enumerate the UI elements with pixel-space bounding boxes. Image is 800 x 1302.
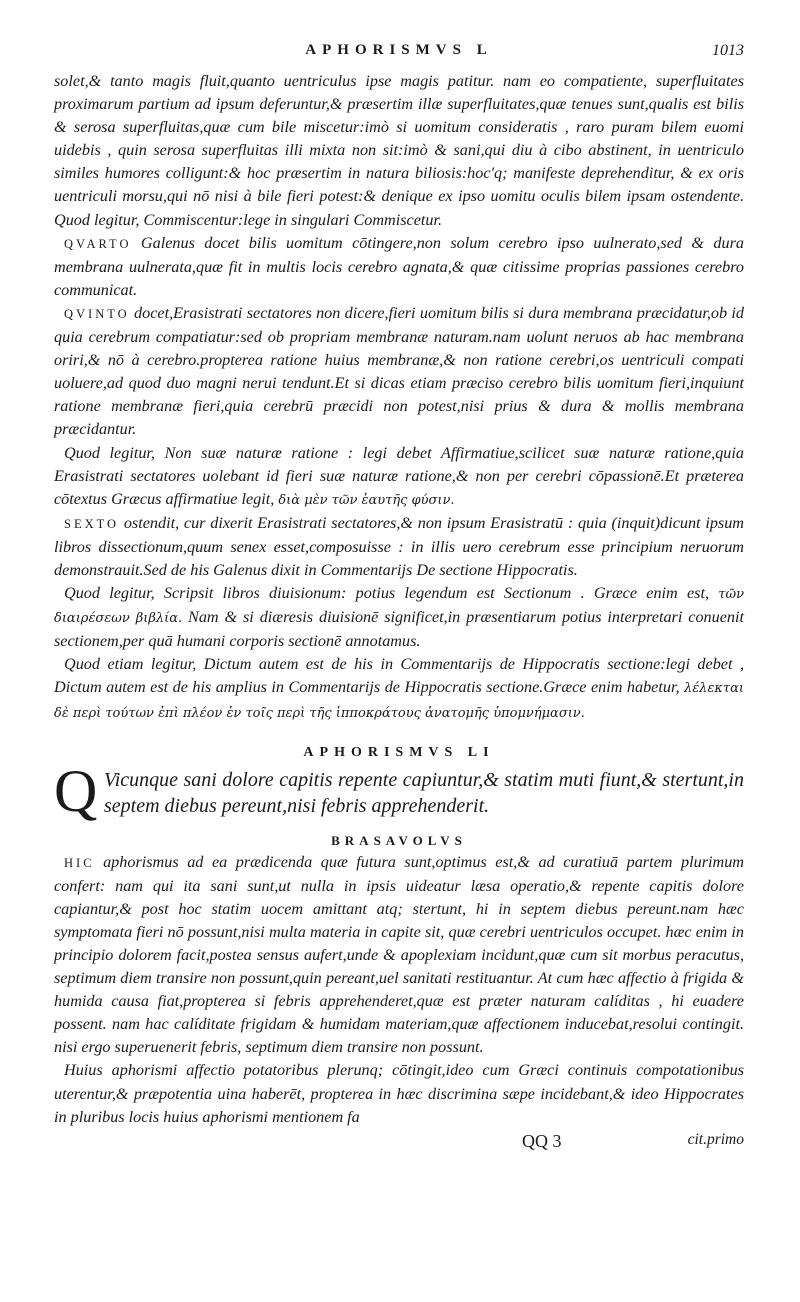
quinto-text: docet,Erasistrati sectatores non dicere,fieri uomitum bilis si dura membrana præcidatur,ob id quia cerebrum compatiatur:sed ob propriam membranæ naturam.nam uolunt neruos ab hac membrana oriri,& nō à cerebro.propterea ratione huius membranæ,& non ratione cerebri,os uentriculi compati uoluere,ad quod duo magni nerui tendunt.Et si dicas etiam præciso cerebro bilis uomitum fieri,inquiunt ratione membranæ fieri,quia cerebrū præcidi non potest,nisi prius & dura & mollis membrana præcidantur. [54,303,744,439]
page-number: 1013 [712,42,744,59]
quinto-key: QVINTO [64,306,130,321]
commentator-heading: BRASAVOLVS [331,832,467,848]
note-1-text: Quod legitur, Non suæ naturæ ratione : legi debet Affirmatiue,scilicet suæ naturæ ratione,quia Erasistrati sectatores uolebant id fieri suæ naturæ ratione,& non per cerebri cōpassionē.Et præterea cōtextus Græcus affirmatiue legit, [54,443,744,508]
quarto-key: QVARTO [64,236,132,251]
hic-text: aphorismus ad ea prædicenda quæ futura sunt,optimus est,& ad curatiuā partem plurimum confert: nam qui ita sani sunt,ut nulla in ipsis uideatur læsa operatio,& repente capitis dolore capiantur,& post hoc statim uocem amittant atq; stertunt, hi in septem diebus pereunt.nam hæc symptomata fieri nō possunt,nisi multa materia in capite sit, quæ cerebri uentriculos occupet. hæc enim in principio dolorem facit,postea sensus aufert,unde & apoplexiam incidunt,quæ cum sit morbus peracutus, septimum diem transire non possunt,quin pereant,uel sanitati restituantur. At cum hæc affectio à frigida & humida causa fiat,propterea si febris apprehenderet,quæ est præter naturam calíditas , hi euadere possent. nam hac calíditate frigidam & humidam materiam,quæ affectionem inducebat,resolui contingit. nisi ergo superuenerit febris, septimum diem transire non possunt. [54,852,744,1057]
note-paragraph-1 [54,442,744,512]
sexto-key: SEXTO [64,516,120,531]
drop-cap: Q [54,757,98,824]
commentary-aphorism-l [54,70,744,725]
hic-key: HIC [64,855,95,870]
commentary-aphorism-li [54,851,744,1129]
sexto-text: ostendit, cur dixerit Erasistrati sectatores,& non ipsum Erasistratū : quia (inquit)dicunt ipsum libros dissectionum,quum senex esset,composuisse : in illis uero cerebrum esse principium neruorum demonstrauit.Sed de his Galenus dixit in Commentarijs De sectione Hippocratis. [54,513,744,579]
aphorism-li-text: Vicunque sani dolore capitis repente capiuntur,& statim muti fiunt,& stertunt,in septem diebus pereunt,nisi febris apprehenderit. [104,768,744,817]
note-paragraph-2 [54,582,744,653]
running-head [54,42,744,70]
last-paragraph: Huius aphorismi affectio potatoribus plerunq; cōtingit,ideo cum Græci continuis compotationibus uterentur,& præpotentia uina haberēt, propterea in hæc discrimina sæpe incidebant,& ideo Hippocrates in pluribus locis huius aphorismi mentionem fa [54,1061,744,1126]
signature-mark: QQ 3 [522,1130,562,1151]
continuation-paragraph: solet,& tanto magis fluit,quanto uentriculus ipse magis patitur. nam eo compatiente, superfluitates proximarum partium ad ipsum deferuntur,& præsertim illæ superfluitates,quæ tenues sunt,qualis est bilis & serosa superfluitas,quæ cum bile miscetur:imò si uomitum consideratis , raro puram bilem euomi uidebis , quin serosa superfluitas illi mixta non sit:imò & sani,qui diu à cibo abstinent, in uentriculo similes humores colligunt:& hoc præsertim in natura biliosis:hoc'q; manifeste deprehenditur, & ex oris uentriculi morsu,qui nō nisi à bile fieri potest:& denique ex ipso uomitu oculis bilem ipsam ostendente. Quod legitur, Commiscentur:lege in singulari Commiscetur. [54,72,744,229]
note-2-greek: τῶν διαιρέσεων βιβλία. [54,587,744,627]
sexto-paragraph [54,512,744,582]
note-paragraph-3 [54,653,744,724]
note-1-greek: διὰ μὲν τῶν ἑαυτῆς φύσιν. [278,492,455,508]
book-page [54,42,744,1272]
quarto-text: Galenus docet bilis uomitum cōtingere,non solum cerebro ipso uulnerato,sed & dura membrana uulnerata,quæ fit in multis locis cerebro agnata,& quæ citissime proprias passiones cerebro communicat. [54,233,744,299]
aphorism-li-text-block [54,757,744,824]
catchword: cit.primo [687,1130,744,1148]
note-3-greek: λέλεκται δὲ περὶ τούτων ἐπὶ πλέον ἐν τοῖς περὶ τῆς ἱπποκράτους ἀνατομῆς ὑπομνήμασιν. [54,681,744,721]
aphorism-li-heading: APHORISMVS LI [303,744,495,760]
quinto-paragraph [54,302,744,442]
note-2-text: Quod legitur, Scripsit libros diuisionum: potius legendum est Sectionum . Græce enim est, [64,584,710,603]
page-footer [54,1131,744,1155]
hic-paragraph [54,851,744,1060]
note-2-end: Nam & si diæresis diuisionē significet,in præsentiarum potius interpretari conuenit sectionem,per quā humani corporis sectionē annotamus. [54,608,744,651]
note-3-text: Quod etiam legitur, Dictum autem est de his in Commentarijs de Hippocratis sectione:legi debet , Dictum autem est de his amplius in Commentarijs de Hippocratis sectione.Græce enim habetur, [54,655,744,697]
quarto-paragraph [54,232,744,302]
running-title: APHORISMVS L [305,42,493,58]
